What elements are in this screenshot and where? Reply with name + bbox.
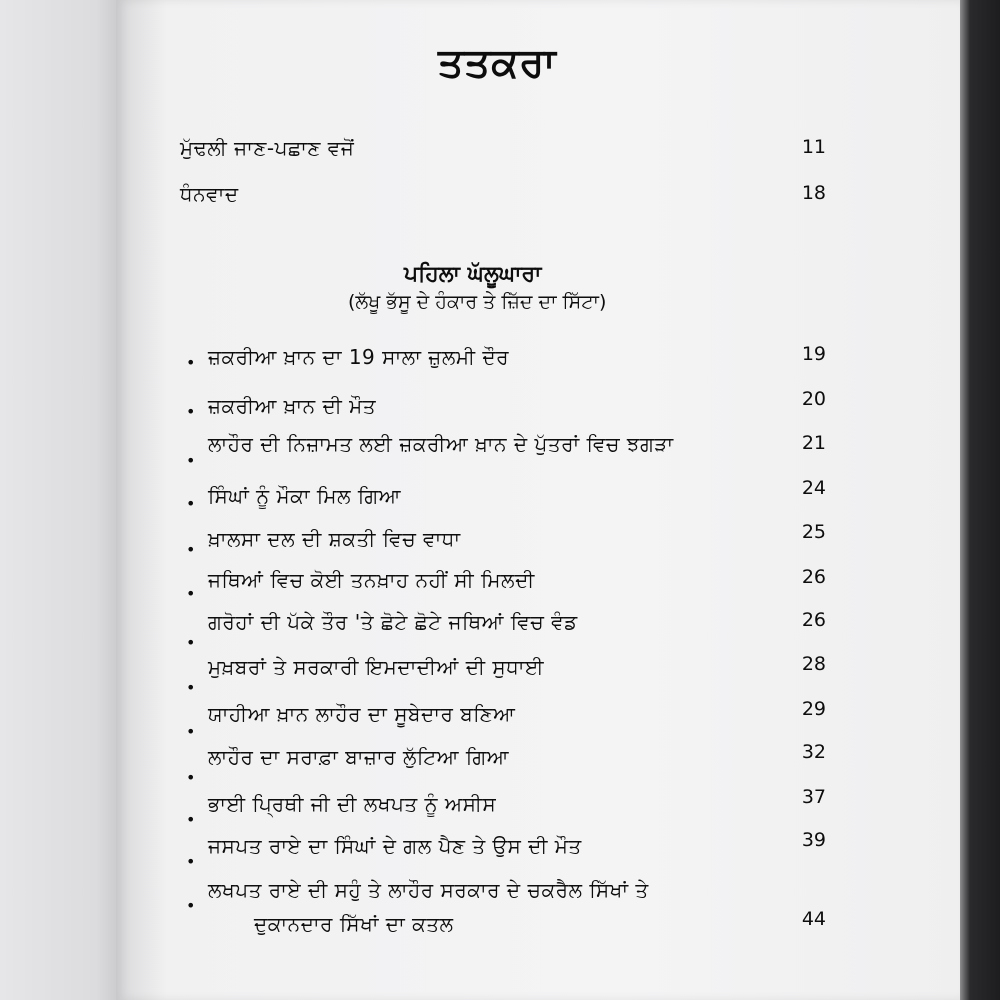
toc-entry-page: 26 <box>801 609 826 631</box>
toc-item-thanks: ਧੰਨਵਾਦ <box>180 182 239 206</box>
bullet-icon: • <box>186 402 196 421</box>
toc-entry-page: 26 <box>801 566 826 588</box>
bullet-icon: • <box>186 810 196 829</box>
bullet-icon: • <box>186 451 196 470</box>
toc-entry-page: 37 <box>801 786 826 808</box>
toc-entry-page: 44 <box>801 908 826 930</box>
toc-item-intro: ਮੁੱਢਲੀ ਜਾਣ-ਪਛਾਣ ਵਜੋਂ <box>180 136 355 160</box>
toc-entry: ਗਰੋਹਾਂ ਦੀ ਪੱਕੇ ਤੌਰ 'ਤੇ ਛੋਟੇ ਛੋਟੇ ਜਥਿਆਂ ਵਿਚ ਵੰਡ <box>208 610 578 634</box>
toc-entry: ਜਸਪਤ ਰਾਏ ਦਾ ਸਿੰਘਾਂ ਦੇ ਗਲ ਪੈਣ ਤੇ ਉਸ ਦੀ ਮੌਤ <box>208 834 582 858</box>
book-page <box>116 0 960 1000</box>
toc-entry-page: 19 <box>801 343 826 365</box>
bullet-icon: • <box>186 678 196 697</box>
bullet-icon: • <box>186 494 196 513</box>
toc-entry-line1: ਲਖਪਤ ਰਾਏ ਦੀ ਸਹੁੰ ਤੇ ਲਾਹੌਰ ਸਰਕਾਰ ਦੇ ਚਕਰੈਲ ਸਿੱਖਾਂ ਤੇ <box>208 878 649 902</box>
toc-entry-page: 29 <box>801 698 826 720</box>
page-title: ਤਤਕਰਾ <box>438 40 557 86</box>
facing-page <box>0 0 120 1000</box>
bullet-icon: • <box>186 852 196 871</box>
bullet-icon: • <box>186 722 196 741</box>
bullet-icon: • <box>186 353 196 372</box>
toc-entry-page: 20 <box>801 388 826 410</box>
toc-entry-page: 24 <box>801 477 826 499</box>
bullet-icon: • <box>186 540 196 559</box>
bullet-icon: • <box>186 768 196 787</box>
bullet-icon: • <box>186 584 196 603</box>
section-heading: ਪਹਿਲਾ ਘੱਲੂਘਾਰਾ <box>404 262 542 287</box>
toc-entry: ਸਿੰਘਾਂ ਨੂੰ ਮੌਕਾ ਮਿਲ ਗਿਆ <box>208 484 401 508</box>
toc-entry: ਜ਼ਕਰੀਆ ਖ਼ਾਨ ਦੀ ਮੌਤ <box>208 394 377 418</box>
toc-entry-page: 39 <box>801 829 826 851</box>
toc-entry-page: 28 <box>801 653 826 675</box>
toc-entry-page: 25 <box>801 521 826 543</box>
toc-page-intro: 11 <box>801 136 826 158</box>
toc-entry: ਖ਼ਾਲਸਾ ਦਲ ਦੀ ਸ਼ਕਤੀ ਵਿਚ ਵਾਧਾ <box>208 527 461 551</box>
section-subheading: (ਲੱਖੂ ਭੱਸੂ ਦੇ ਹੰਕਾਰ ਤੇ ਜ਼ਿੱਦ ਦਾ ਸਿੱਟਾ) <box>348 291 607 313</box>
toc-entry: ਭਾਈ ਪ੍ਰਿਥੀ ਜੀ ਦੀ ਲਖਪਤ ਨੂੰ ਅਸੀਸ <box>208 792 497 816</box>
book-cover-edge <box>960 0 1000 1000</box>
toc-entry: ਜ਼ਕਰੀਆ ਖ਼ਾਨ ਦਾ 19 ਸਾਲਾ ਜ਼ੁਲਮੀ ਦੌਰ <box>208 345 510 369</box>
toc-entry-page: 32 <box>801 741 826 763</box>
toc-entry-page: 21 <box>801 432 826 454</box>
toc-entry-line2: ਦੁਕਾਨਦਾਰ ਸਿੱਖਾਂ ਦਾ ਕਤਲ <box>254 912 454 936</box>
toc-entry: ਜਥਿਆਂ ਵਿਚ ਕੋਈ ਤਨਖ਼ਾਹ ਨਹੀਂ ਸੀ ਮਿਲਦੀ <box>208 568 535 592</box>
toc-entry: ਮੁਖ਼ਬਰਾਂ ਤੇ ਸਰਕਾਰੀ ਇਮਦਾਦੀਆਂ ਦੀ ਸੁਧਾਈ <box>208 655 545 679</box>
bullet-icon: • <box>186 896 196 915</box>
toc-entry: ਲਾਹੌਰ ਦਾ ਸਰਾਫ਼ਾ ਬਾਜ਼ਾਰ ਲੁੱਟਿਆ ਗਿਆ <box>208 745 509 769</box>
toc-entry: ਯਾਹੀਆ ਖ਼ਾਨ ਲਾਹੌਰ ਦਾ ਸੂਬੇਦਾਰ ਬਣਿਆ <box>208 702 516 726</box>
toc-page-thanks: 18 <box>801 182 826 204</box>
toc-entry: ਲਾਹੌਰ ਦੀ ਨਿਜ਼ਾਮਤ ਲਈ ਜ਼ਕਰੀਆ ਖ਼ਾਨ ਦੇ ਪੁੱਤਰਾਂ ਵਿਚ ਝਗੜਾ <box>208 432 674 456</box>
bullet-icon: • <box>186 633 196 652</box>
